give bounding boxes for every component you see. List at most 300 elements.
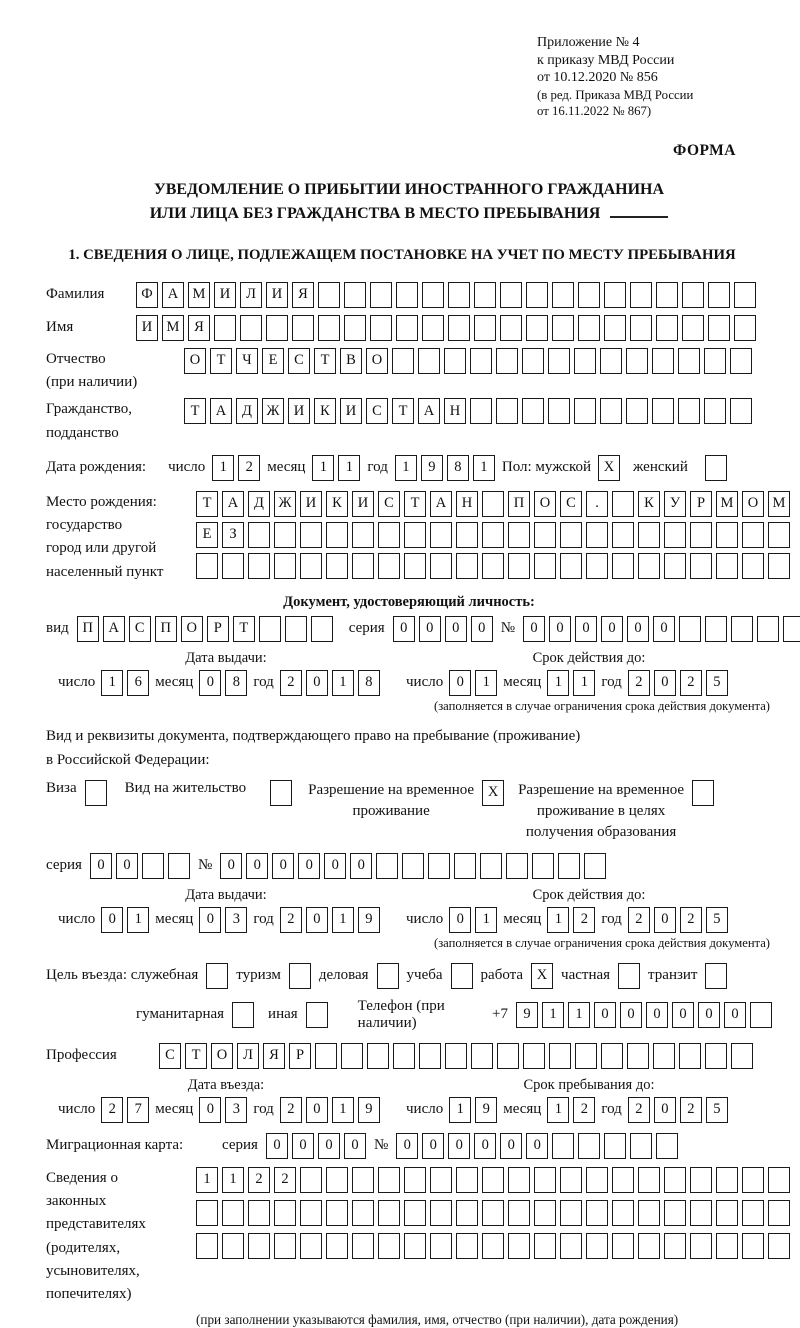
form-cell[interactable] bbox=[378, 553, 400, 579]
form-cell[interactable]: И bbox=[214, 282, 236, 308]
form-cell[interactable] bbox=[396, 282, 418, 308]
form-cell[interactable] bbox=[742, 1167, 764, 1193]
form-cell[interactable]: 1 bbox=[212, 455, 234, 481]
form-cell[interactable] bbox=[419, 1043, 441, 1069]
form-cell[interactable]: Т bbox=[196, 491, 218, 517]
form-cell[interactable]: 2 bbox=[573, 907, 595, 933]
form-cell[interactable] bbox=[682, 315, 704, 341]
form-cell[interactable] bbox=[586, 1233, 608, 1259]
form-cell[interactable] bbox=[248, 553, 270, 579]
form-cell[interactable] bbox=[352, 522, 374, 548]
form-cell[interactable] bbox=[430, 522, 452, 548]
form-cell[interactable]: 1 bbox=[196, 1167, 218, 1193]
form-cell[interactable] bbox=[393, 1043, 415, 1069]
form-cell[interactable] bbox=[652, 348, 674, 374]
form-cell[interactable]: 9 bbox=[421, 455, 443, 481]
form-cell[interactable] bbox=[548, 348, 570, 374]
form-cell[interactable] bbox=[508, 1200, 530, 1226]
form-cell[interactable] bbox=[248, 1200, 270, 1226]
form-cell[interactable]: 0 bbox=[500, 1133, 522, 1159]
form-cell[interactable]: 0 bbox=[324, 853, 346, 879]
form-cell[interactable]: 0 bbox=[549, 616, 571, 642]
form-cell[interactable] bbox=[560, 1233, 582, 1259]
form-cell[interactable] bbox=[604, 282, 626, 308]
form-cell[interactable]: 0 bbox=[627, 616, 649, 642]
form-cell[interactable] bbox=[344, 315, 366, 341]
form-cell[interactable] bbox=[456, 1200, 478, 1226]
form-cell[interactable] bbox=[300, 1167, 322, 1193]
form-cell[interactable] bbox=[638, 553, 660, 579]
form-cell[interactable] bbox=[638, 522, 660, 548]
form-cell[interactable] bbox=[311, 616, 333, 642]
form-cell[interactable] bbox=[482, 1167, 504, 1193]
form-cell[interactable]: 0 bbox=[654, 1097, 676, 1123]
form-cell[interactable] bbox=[496, 398, 518, 424]
form-cell[interactable] bbox=[378, 1167, 400, 1193]
form-cell[interactable]: И bbox=[266, 282, 288, 308]
form-cell[interactable]: О bbox=[534, 491, 556, 517]
form-cell[interactable] bbox=[705, 1043, 727, 1069]
form-cell[interactable] bbox=[716, 522, 738, 548]
form-cell[interactable]: Т bbox=[185, 1043, 207, 1069]
form-cell[interactable]: К bbox=[638, 491, 660, 517]
form-cell[interactable] bbox=[196, 1233, 218, 1259]
form-cell[interactable]: 8 bbox=[447, 455, 469, 481]
form-cell[interactable]: А bbox=[162, 282, 184, 308]
form-cell[interactable] bbox=[471, 1043, 493, 1069]
form-cell[interactable]: Л bbox=[237, 1043, 259, 1069]
form-cell[interactable] bbox=[206, 963, 228, 989]
form-cell[interactable]: Т bbox=[392, 398, 414, 424]
form-cell[interactable]: 2 bbox=[680, 670, 702, 696]
form-cell[interactable]: М bbox=[162, 315, 184, 341]
form-cell[interactable] bbox=[274, 1200, 296, 1226]
form-cell[interactable] bbox=[526, 315, 548, 341]
form-cell[interactable] bbox=[601, 1043, 623, 1069]
form-cell[interactable] bbox=[240, 315, 262, 341]
form-cell[interactable] bbox=[630, 1133, 652, 1159]
form-cell[interactable] bbox=[222, 553, 244, 579]
form-cell[interactable] bbox=[742, 522, 764, 548]
form-cell[interactable] bbox=[708, 315, 730, 341]
form-cell[interactable]: 6 bbox=[127, 670, 149, 696]
form-cell[interactable] bbox=[656, 1133, 678, 1159]
form-cell[interactable] bbox=[482, 1233, 504, 1259]
form-cell[interactable]: Ч bbox=[236, 348, 258, 374]
form-cell[interactable]: 0 bbox=[448, 1133, 470, 1159]
form-cell[interactable] bbox=[630, 282, 652, 308]
form-cell[interactable] bbox=[482, 491, 504, 517]
form-cell[interactable] bbox=[456, 1233, 478, 1259]
form-cell[interactable] bbox=[638, 1233, 660, 1259]
form-cell[interactable]: Я bbox=[263, 1043, 285, 1069]
form-cell[interactable] bbox=[742, 1200, 764, 1226]
form-cell[interactable]: Т bbox=[404, 491, 426, 517]
form-cell[interactable] bbox=[690, 1200, 712, 1226]
form-cell[interactable]: 1 bbox=[547, 907, 569, 933]
form-cell[interactable] bbox=[612, 1200, 634, 1226]
form-cell[interactable]: 9 bbox=[358, 907, 380, 933]
form-cell[interactable]: С bbox=[288, 348, 310, 374]
form-cell[interactable]: 0 bbox=[698, 1002, 720, 1028]
form-cell[interactable] bbox=[248, 522, 270, 548]
form-cell[interactable]: 0 bbox=[419, 616, 441, 642]
form-cell[interactable] bbox=[708, 282, 730, 308]
form-cell[interactable] bbox=[214, 315, 236, 341]
form-cell[interactable] bbox=[367, 1043, 389, 1069]
form-cell[interactable]: И bbox=[340, 398, 362, 424]
form-cell[interactable] bbox=[750, 1002, 772, 1028]
form-cell[interactable] bbox=[522, 398, 544, 424]
form-cell[interactable] bbox=[612, 522, 634, 548]
form-cell[interactable]: 1 bbox=[101, 670, 123, 696]
form-cell[interactable] bbox=[768, 1167, 790, 1193]
form-cell[interactable]: 0 bbox=[101, 907, 123, 933]
form-cell[interactable] bbox=[626, 398, 648, 424]
form-cell[interactable]: X bbox=[531, 963, 553, 989]
form-cell[interactable] bbox=[474, 282, 496, 308]
form-cell[interactable]: 0 bbox=[471, 616, 493, 642]
form-cell[interactable] bbox=[326, 1200, 348, 1226]
form-cell[interactable] bbox=[734, 282, 756, 308]
form-cell[interactable] bbox=[612, 1233, 634, 1259]
form-cell[interactable]: С bbox=[560, 491, 582, 517]
form-cell[interactable] bbox=[716, 1233, 738, 1259]
form-cell[interactable] bbox=[731, 1043, 753, 1069]
form-cell[interactable]: Д bbox=[248, 491, 270, 517]
form-cell[interactable]: И bbox=[288, 398, 310, 424]
form-cell[interactable]: 2 bbox=[238, 455, 260, 481]
form-cell[interactable] bbox=[560, 522, 582, 548]
form-cell[interactable]: 2 bbox=[280, 670, 302, 696]
form-cell[interactable] bbox=[549, 1043, 571, 1069]
form-cell[interactable]: Т bbox=[210, 348, 232, 374]
form-cell[interactable]: Ж bbox=[274, 491, 296, 517]
form-cell[interactable] bbox=[196, 1200, 218, 1226]
form-cell[interactable] bbox=[142, 853, 164, 879]
form-cell[interactable] bbox=[679, 616, 701, 642]
form-cell[interactable] bbox=[451, 963, 473, 989]
form-cell[interactable] bbox=[705, 616, 727, 642]
form-cell[interactable]: 5 bbox=[706, 670, 728, 696]
form-cell[interactable] bbox=[705, 963, 727, 989]
form-cell[interactable]: 0 bbox=[318, 1133, 340, 1159]
form-cell[interactable]: 0 bbox=[116, 853, 138, 879]
form-cell[interactable]: 5 bbox=[706, 907, 728, 933]
form-cell[interactable] bbox=[259, 616, 281, 642]
form-cell[interactable] bbox=[604, 1133, 626, 1159]
form-cell[interactable] bbox=[768, 522, 790, 548]
form-cell[interactable] bbox=[679, 1043, 701, 1069]
form-cell[interactable] bbox=[731, 616, 753, 642]
form-cell[interactable] bbox=[653, 1043, 675, 1069]
form-cell[interactable]: Т bbox=[184, 398, 206, 424]
form-cell[interactable] bbox=[534, 522, 556, 548]
form-cell[interactable]: К bbox=[326, 491, 348, 517]
form-cell[interactable] bbox=[638, 1167, 660, 1193]
form-cell[interactable] bbox=[560, 1167, 582, 1193]
form-cell[interactable]: Р bbox=[289, 1043, 311, 1069]
form-cell[interactable] bbox=[430, 553, 452, 579]
form-cell[interactable] bbox=[586, 1200, 608, 1226]
form-cell[interactable] bbox=[578, 315, 600, 341]
form-cell[interactable] bbox=[445, 1043, 467, 1069]
form-cell[interactable] bbox=[664, 553, 686, 579]
form-cell[interactable] bbox=[552, 282, 574, 308]
form-cell[interactable] bbox=[300, 553, 322, 579]
form-cell[interactable]: М bbox=[716, 491, 738, 517]
form-cell[interactable]: С bbox=[129, 616, 151, 642]
form-cell[interactable]: 0 bbox=[672, 1002, 694, 1028]
form-cell[interactable] bbox=[612, 1167, 634, 1193]
form-cell[interactable] bbox=[482, 1200, 504, 1226]
form-cell[interactable] bbox=[730, 348, 752, 374]
form-cell[interactable]: Ж bbox=[262, 398, 284, 424]
form-cell[interactable] bbox=[496, 348, 518, 374]
form-cell[interactable]: 2 bbox=[280, 1097, 302, 1123]
form-cell[interactable]: 2 bbox=[573, 1097, 595, 1123]
form-cell[interactable]: 0 bbox=[272, 853, 294, 879]
form-cell[interactable] bbox=[497, 1043, 519, 1069]
form-cell[interactable] bbox=[508, 1233, 530, 1259]
form-cell[interactable] bbox=[716, 553, 738, 579]
form-cell[interactable]: Ф bbox=[136, 282, 158, 308]
form-cell[interactable] bbox=[574, 398, 596, 424]
form-cell[interactable]: 0 bbox=[298, 853, 320, 879]
form-cell[interactable] bbox=[352, 1200, 374, 1226]
form-cell[interactable] bbox=[664, 1167, 686, 1193]
form-cell[interactable] bbox=[454, 853, 476, 879]
form-cell[interactable] bbox=[627, 1043, 649, 1069]
form-cell[interactable] bbox=[326, 553, 348, 579]
form-cell[interactable] bbox=[318, 282, 340, 308]
form-cell[interactable]: 7 bbox=[127, 1097, 149, 1123]
form-cell[interactable] bbox=[318, 315, 340, 341]
form-cell[interactable] bbox=[285, 616, 307, 642]
form-cell[interactable] bbox=[470, 348, 492, 374]
form-cell[interactable] bbox=[734, 315, 756, 341]
form-cell[interactable] bbox=[692, 780, 714, 806]
form-cell[interactable] bbox=[757, 616, 779, 642]
form-cell[interactable]: У bbox=[664, 491, 686, 517]
form-cell[interactable]: 1 bbox=[449, 1097, 471, 1123]
form-cell[interactable]: 0 bbox=[220, 853, 242, 879]
form-cell[interactable] bbox=[742, 553, 764, 579]
form-cell[interactable]: . bbox=[586, 491, 608, 517]
form-cell[interactable] bbox=[586, 553, 608, 579]
form-cell[interactable] bbox=[638, 1200, 660, 1226]
form-cell[interactable]: 0 bbox=[90, 853, 112, 879]
form-cell[interactable] bbox=[534, 1167, 556, 1193]
form-cell[interactable] bbox=[552, 1133, 574, 1159]
form-cell[interactable] bbox=[783, 616, 800, 642]
form-cell[interactable] bbox=[508, 553, 530, 579]
form-cell[interactable] bbox=[378, 1200, 400, 1226]
form-cell[interactable]: 8 bbox=[358, 670, 380, 696]
form-cell[interactable] bbox=[300, 1200, 322, 1226]
form-cell[interactable] bbox=[506, 853, 528, 879]
form-cell[interactable] bbox=[768, 553, 790, 579]
form-cell[interactable]: 0 bbox=[646, 1002, 668, 1028]
form-cell[interactable] bbox=[470, 398, 492, 424]
form-cell[interactable] bbox=[306, 1002, 328, 1028]
form-cell[interactable]: П bbox=[508, 491, 530, 517]
form-cell[interactable]: 0 bbox=[620, 1002, 642, 1028]
form-cell[interactable] bbox=[612, 553, 634, 579]
form-cell[interactable]: Д bbox=[236, 398, 258, 424]
form-cell[interactable]: 0 bbox=[306, 907, 328, 933]
form-cell[interactable]: 1 bbox=[573, 670, 595, 696]
form-cell[interactable]: 0 bbox=[350, 853, 372, 879]
form-cell[interactable] bbox=[370, 282, 392, 308]
form-cell[interactable]: 1 bbox=[542, 1002, 564, 1028]
form-cell[interactable] bbox=[482, 522, 504, 548]
form-cell[interactable] bbox=[578, 1133, 600, 1159]
form-cell[interactable]: 0 bbox=[396, 1133, 418, 1159]
form-cell[interactable]: 1 bbox=[332, 907, 354, 933]
form-cell[interactable] bbox=[704, 348, 726, 374]
form-cell[interactable]: З bbox=[222, 522, 244, 548]
form-cell[interactable]: П bbox=[155, 616, 177, 642]
form-cell[interactable] bbox=[376, 853, 398, 879]
form-cell[interactable]: 0 bbox=[474, 1133, 496, 1159]
form-cell[interactable] bbox=[404, 1167, 426, 1193]
form-cell[interactable] bbox=[232, 1002, 254, 1028]
form-cell[interactable]: И bbox=[300, 491, 322, 517]
form-cell[interactable] bbox=[456, 553, 478, 579]
form-cell[interactable] bbox=[678, 398, 700, 424]
form-cell[interactable] bbox=[404, 1200, 426, 1226]
form-cell[interactable] bbox=[500, 315, 522, 341]
form-cell[interactable] bbox=[315, 1043, 337, 1069]
form-cell[interactable]: 0 bbox=[199, 907, 221, 933]
form-cell[interactable] bbox=[532, 853, 554, 879]
form-cell[interactable]: 0 bbox=[523, 616, 545, 642]
form-cell[interactable] bbox=[730, 398, 752, 424]
form-cell[interactable] bbox=[526, 282, 548, 308]
form-cell[interactable] bbox=[768, 1233, 790, 1259]
form-cell[interactable]: 1 bbox=[127, 907, 149, 933]
form-cell[interactable] bbox=[508, 522, 530, 548]
form-cell[interactable]: М bbox=[768, 491, 790, 517]
form-cell[interactable]: 0 bbox=[292, 1133, 314, 1159]
form-cell[interactable] bbox=[456, 522, 478, 548]
form-cell[interactable] bbox=[600, 398, 622, 424]
form-cell[interactable] bbox=[500, 282, 522, 308]
form-cell[interactable] bbox=[430, 1233, 452, 1259]
form-cell[interactable]: 0 bbox=[449, 670, 471, 696]
form-cell[interactable]: К bbox=[314, 398, 336, 424]
form-cell[interactable] bbox=[522, 348, 544, 374]
form-cell[interactable] bbox=[430, 1167, 452, 1193]
form-cell[interactable]: И bbox=[352, 491, 374, 517]
form-cell[interactable]: 2 bbox=[680, 1097, 702, 1123]
form-cell[interactable] bbox=[392, 348, 414, 374]
form-cell[interactable] bbox=[326, 522, 348, 548]
form-cell[interactable] bbox=[378, 1233, 400, 1259]
form-cell[interactable]: 0 bbox=[344, 1133, 366, 1159]
form-cell[interactable]: О bbox=[211, 1043, 233, 1069]
form-cell[interactable]: Т bbox=[314, 348, 336, 374]
form-cell[interactable]: 0 bbox=[449, 907, 471, 933]
form-cell[interactable]: О bbox=[742, 491, 764, 517]
form-cell[interactable]: А bbox=[210, 398, 232, 424]
form-cell[interactable] bbox=[682, 282, 704, 308]
form-cell[interactable] bbox=[378, 522, 400, 548]
form-cell[interactable] bbox=[586, 1167, 608, 1193]
form-cell[interactable] bbox=[705, 455, 727, 481]
form-cell[interactable]: 0 bbox=[445, 616, 467, 642]
form-cell[interactable]: 0 bbox=[724, 1002, 746, 1028]
form-cell[interactable] bbox=[430, 1200, 452, 1226]
form-cell[interactable] bbox=[716, 1167, 738, 1193]
form-cell[interactable]: 0 bbox=[199, 1097, 221, 1123]
form-cell[interactable] bbox=[222, 1200, 244, 1226]
form-cell[interactable] bbox=[396, 315, 418, 341]
form-cell[interactable] bbox=[560, 553, 582, 579]
form-cell[interactable]: 1 bbox=[475, 670, 497, 696]
form-cell[interactable]: 0 bbox=[654, 907, 676, 933]
form-cell[interactable] bbox=[352, 1167, 374, 1193]
form-cell[interactable]: 1 bbox=[568, 1002, 590, 1028]
form-cell[interactable] bbox=[552, 315, 574, 341]
form-cell[interactable] bbox=[742, 1233, 764, 1259]
form-cell[interactable] bbox=[508, 1167, 530, 1193]
form-cell[interactable] bbox=[690, 1233, 712, 1259]
form-cell[interactable]: Я bbox=[292, 282, 314, 308]
form-cell[interactable]: 0 bbox=[575, 616, 597, 642]
form-cell[interactable]: Т bbox=[233, 616, 255, 642]
form-cell[interactable] bbox=[370, 315, 392, 341]
form-cell[interactable]: 1 bbox=[332, 670, 354, 696]
form-cell[interactable] bbox=[292, 315, 314, 341]
form-cell[interactable]: 3 bbox=[225, 907, 247, 933]
form-cell[interactable]: 9 bbox=[475, 1097, 497, 1123]
form-cell[interactable]: Н bbox=[444, 398, 466, 424]
form-cell[interactable]: 0 bbox=[246, 853, 268, 879]
form-cell[interactable]: 1 bbox=[547, 1097, 569, 1123]
form-cell[interactable]: 2 bbox=[628, 907, 650, 933]
form-cell[interactable]: 1 bbox=[475, 907, 497, 933]
form-cell[interactable] bbox=[704, 398, 726, 424]
form-cell[interactable]: 0 bbox=[601, 616, 623, 642]
form-cell[interactable] bbox=[404, 553, 426, 579]
form-cell[interactable] bbox=[482, 553, 504, 579]
form-cell[interactable] bbox=[448, 315, 470, 341]
form-cell[interactable] bbox=[534, 1233, 556, 1259]
form-cell[interactable] bbox=[266, 315, 288, 341]
form-cell[interactable] bbox=[630, 315, 652, 341]
form-cell[interactable]: 0 bbox=[526, 1133, 548, 1159]
form-cell[interactable] bbox=[196, 553, 218, 579]
form-cell[interactable]: М bbox=[188, 282, 210, 308]
form-cell[interactable] bbox=[402, 853, 424, 879]
form-cell[interactable] bbox=[456, 1167, 478, 1193]
form-cell[interactable] bbox=[575, 1043, 597, 1069]
form-cell[interactable]: 0 bbox=[306, 1097, 328, 1123]
form-cell[interactable] bbox=[558, 853, 580, 879]
form-cell[interactable] bbox=[248, 1233, 270, 1259]
form-cell[interactable] bbox=[664, 522, 686, 548]
form-cell[interactable]: 0 bbox=[306, 670, 328, 696]
form-cell[interactable] bbox=[574, 348, 596, 374]
form-cell[interactable]: А bbox=[103, 616, 125, 642]
form-cell[interactable] bbox=[422, 282, 444, 308]
form-cell[interactable]: 1 bbox=[473, 455, 495, 481]
form-cell[interactable] bbox=[584, 853, 606, 879]
form-cell[interactable]: 8 bbox=[225, 670, 247, 696]
form-cell[interactable] bbox=[274, 553, 296, 579]
